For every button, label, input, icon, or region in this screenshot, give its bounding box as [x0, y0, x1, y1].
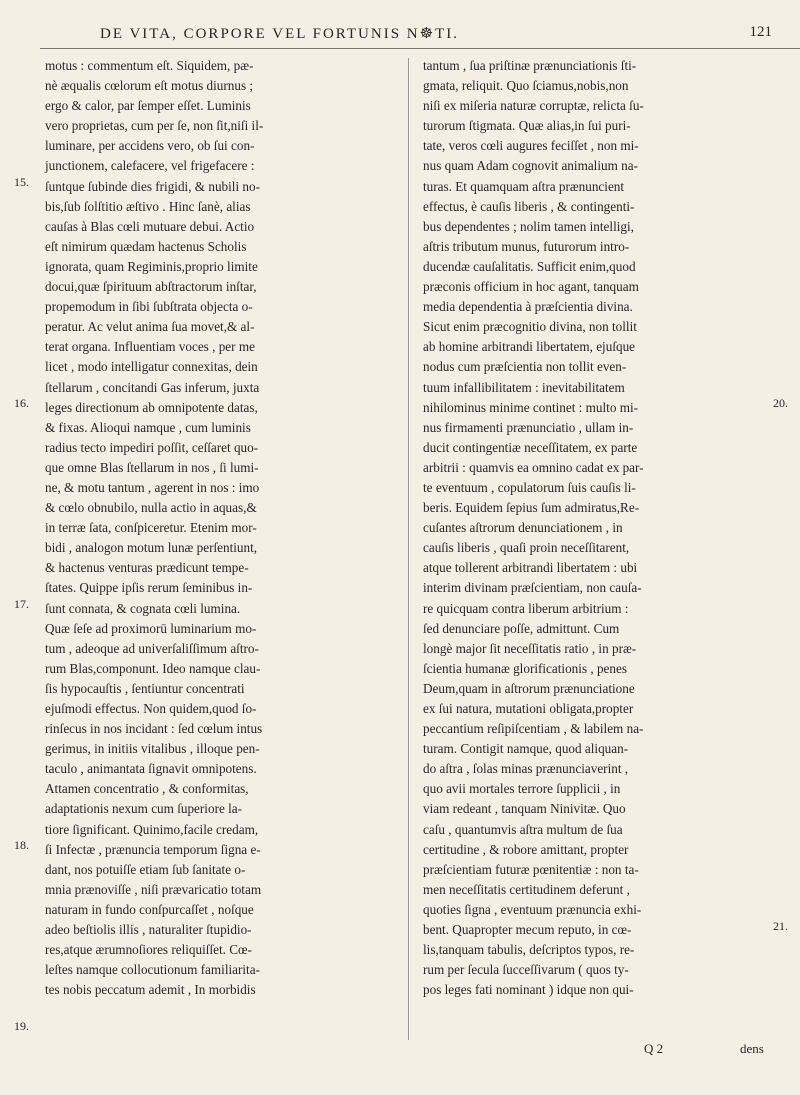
text-line: & hactenus venturas prædicunt tempe- [45, 560, 249, 576]
catchword: dens [740, 1041, 764, 1056]
text-line: turorum ſtigmata. Quæ alias,in ſui puri- [423, 118, 631, 134]
text-line: tes nobis peccatum ademit , In morbidis [45, 982, 256, 998]
text-line: ignorata, quam Regiminis,proprio limite [45, 258, 258, 274]
text-line: re quicquam contra liberum arbitrium : [423, 600, 629, 616]
text-line: & fixas. Alioqui namque , cum luminis [45, 419, 251, 435]
text-line: niſi ex miſeria naturæ corruptæ, relicta ſu- [423, 98, 644, 114]
text-line: res,atque ærumnoſiores reliquiſſet. Cœ- [45, 942, 252, 958]
text-line: propemodum in ſibi ſubſtrata objecta o- [45, 299, 253, 315]
text-line: arbitrii : quamvis ea omnino cadat ex par- [423, 459, 644, 475]
text-line: te eventuum , copulatorum ſuis cauſis li- [423, 479, 636, 495]
margin-number: 19. [14, 1019, 29, 1033]
text-line: nihilominus minime continet : multo mi- [423, 399, 639, 415]
text-line: leges directionum ab omnipotente datas, [45, 399, 258, 415]
text-line: in terræ ſata, conſpiceretur. Etenim mor- [45, 520, 257, 536]
text-line: ne, & motu tantum , agerent in nos : imo [45, 479, 260, 495]
margin-number: 16. [14, 396, 29, 410]
column-divider [408, 58, 409, 1040]
signature-mark: Q 2 [644, 1041, 664, 1056]
text-line: cauſis liberis , quaſi proin neceſſitarent, [423, 540, 630, 556]
text-line: bent. Quapropter mecum reputo, in cœ- [423, 922, 632, 938]
text-line: certitudine , & robore amittant, propter [423, 841, 629, 857]
text-line: bis,ſub ſolſtitio æſtivo . Hinc ſanè, alias [45, 198, 251, 214]
text-line: ſcientia humanæ glorificationis , penes [423, 660, 627, 676]
text-line: rum per ſecula ſucceſſivarum ( quos ty- [423, 962, 629, 978]
text-line: gmata, reliquit. Quo ſciamus,nobis,non [423, 78, 629, 94]
text-line: caſu , quantumvis aſtra multum de ſua [423, 821, 623, 837]
text-line: bidi , analogon motum lunæ perſentiunt, [45, 540, 258, 556]
text-line: licet , modo intelligatur connexitas, dein [45, 359, 258, 375]
text-line: do aſtra , ſolas minas prænunciaverint , [423, 761, 629, 777]
text-line: Sicut enim præcognitio divina, non tollit [423, 319, 637, 335]
text-line: viam redeant , tanquam Ninivitæ. Quo [423, 801, 626, 817]
text-line: pos leges fati nominant ) idque non qui- [423, 982, 634, 998]
text-line: nodus cum præſcientia non tollit even- [423, 359, 627, 375]
text-line: & cœlo obnubilo, nulla actio in aquas,& [45, 500, 257, 516]
text-line: ducit contingentiæ neceſſitatem, ex parte [423, 439, 638, 455]
text-line: ſunt connata, & cognata cœli lumina. [45, 600, 241, 616]
text-line: vero proprietas, cum per ſe, non ſit,niſi il- [45, 118, 264, 134]
text-line: nus quam Adam cognovit animalium na- [423, 158, 638, 174]
text-line: cuſantes aſtrorum denunciationem , in [423, 520, 623, 536]
text-line: cauſas à Blas cœli mutuare debui. Actio [45, 218, 255, 234]
text-line: ejuſmodi effectus. Non quidem,quod ſo- [45, 701, 257, 716]
text-line: tuum infallibilitatem : inevitabilitatem [423, 379, 625, 395]
text-line: atque tollerent arbitrandi libertatem : ubi [423, 560, 638, 576]
text-line: turam. Contigit namque, quod aliquan- [423, 741, 629, 757]
text-line: radius tecto impediri poſſit, ceſſaret quo- [45, 439, 259, 455]
text-line: que omne Blas ſtellarum in nos , ſi lumi- [45, 459, 259, 475]
text-line: quoties ſigna , eventuum prænuncia exhi- [423, 901, 642, 917]
text-line: men neceſſitatis certitudinem deferunt , [423, 881, 630, 897]
text-line: tantum , ſua priſtinæ prænunciationis ſti- [423, 58, 637, 73]
margin-number: 15. [14, 175, 29, 189]
text-line: peccantium reſipiſcentiam , & labilem na- [423, 721, 644, 737]
text-line: ex ſui natura, mutationi obligata,propter [423, 701, 634, 716]
text-line: nè æqualis cœlorum eſt motus diurnus ; [45, 78, 254, 94]
text-line: ſis hypocauſtis , ſentiuntur concentrati [45, 680, 245, 696]
text-line: terat organa. Influentiam voces , per me [45, 339, 255, 355]
text-line: effectus, è cauſis liberis , & contingenti- [423, 198, 635, 214]
text-line: ſuntque ſubinde dies frigidi, & nubili no- [45, 178, 261, 194]
text-line: Quæ ſeſe ad proximorū luminarium mo- [45, 620, 257, 636]
text-line: ſtellarum , concitandi Gas inferum, juxta [45, 379, 260, 395]
text-line: ab homine arbitrandi libertatem, ejuſque [423, 339, 636, 355]
page-footer [620, 1041, 780, 1061]
text-line: ducendæ cauſalitatis. Sufficit enim,quod [423, 258, 636, 274]
text-line: media dependentia à præſcientia divina. [423, 299, 633, 315]
text-line: tate, veros cœli augures feciſſet , non mi- [423, 138, 639, 154]
text-line: gerimus, in initiis vitalibus , illoque pen- [45, 741, 260, 757]
margin-number: 17. [14, 597, 29, 611]
text-line: Deum,quam in aſtrorum prænunciatione [423, 680, 635, 696]
text-line: bus dependentes ; nolim tamen intelligi, [423, 218, 634, 234]
text-line: lis,tanquam tabulis, deſcriptos typos, re- [423, 942, 635, 958]
text-line: peratur. Ac velut anima ſua movet,& al- [45, 319, 255, 335]
text-line: ſtates. Quippe ipſis rerum ſeminibus in- [45, 580, 253, 596]
text-line: ſi Infectæ , prænuncia temporum ſigna e- [45, 841, 261, 857]
text-line: eſt nimirum quædam hactenus Scholis [45, 238, 247, 254]
text-line: longè major ſit neceſſitatis ratio , in præ- [423, 640, 637, 656]
text-line: luminare, per accidens vero, ob ſui con- [45, 138, 255, 154]
text-line: aſtris tributum munus, futurorum intro- [423, 238, 630, 254]
text-line: tum , adeoque ad univerſaliſſimum aſtro- [45, 640, 259, 656]
text-line: rinſecus in nos incidant : ſed cœlum intus [45, 721, 263, 737]
text-line: quo avii mortales terrore ſupplicii , in [423, 781, 621, 797]
text-line: præſcientiam futuræ pœnitentiæ : non ta- [423, 861, 639, 877]
text-line: leſtes namque collocutionum familiarita- [45, 962, 260, 978]
margin-number: 21. [773, 919, 788, 933]
text-line: junctionem, calefacere, vel frigefacere : [45, 158, 255, 174]
margin-number: 18. [14, 838, 29, 852]
text-line: rum Blas,componunt. Ideo namque clau- [45, 660, 261, 676]
text-line: interim divinam præſcientiam, non cauſa- [423, 580, 642, 596]
text-line: mnia prænoviſſe , niſi prævaricatio totam [45, 881, 262, 897]
text-line: naturam in fundo conſpurcaſſet , noſque [45, 901, 254, 917]
text-line: taculo , animantata ſignavit omnipotens. [45, 761, 257, 777]
text-line: ergo & calor, par ſemper eſſet. Luminis [45, 98, 251, 114]
margin-number: 20. [773, 396, 788, 410]
text-line: dant, nos potuiſſe etiam ſub ſanitate o- [45, 861, 246, 877]
text-line: tiore ſignificant. Quinimo,facile credam, [45, 821, 259, 837]
page-number: 121 [749, 24, 772, 40]
text-line: præconis officium in hoc agant, tanquam [423, 279, 639, 295]
text-line: adaptationis nexum cum ſuperiore la- [45, 801, 243, 817]
text-line: turas. Et quamquam aſtra prænuncient [423, 178, 625, 194]
text-line: adeo beſtiolis illis , naturaliter ſtupidio- [45, 922, 252, 938]
text-line: motus : commentum eſt. Siquidem, pæ- [45, 58, 254, 73]
left-column [45, 56, 390, 1000]
text-line: Attamen concentratio , & conformitas, [45, 781, 249, 797]
text-line: beris. Equidem ſepius ſum admiratus,Re- [423, 500, 640, 516]
text-line: nus firmamenti prænunciatio , ullam in- [423, 419, 634, 435]
page-header [40, 14, 800, 49]
right-column [423, 56, 768, 1000]
text-line: docui,quæ ſpirituum abſtractorum inſtar, [45, 279, 257, 295]
running-title: DE VITA, CORPORE VEL FORTUNIS N☸TI. [100, 26, 459, 42]
text-line: ſed denunciare poſſe, admittunt. Cum [423, 620, 620, 636]
